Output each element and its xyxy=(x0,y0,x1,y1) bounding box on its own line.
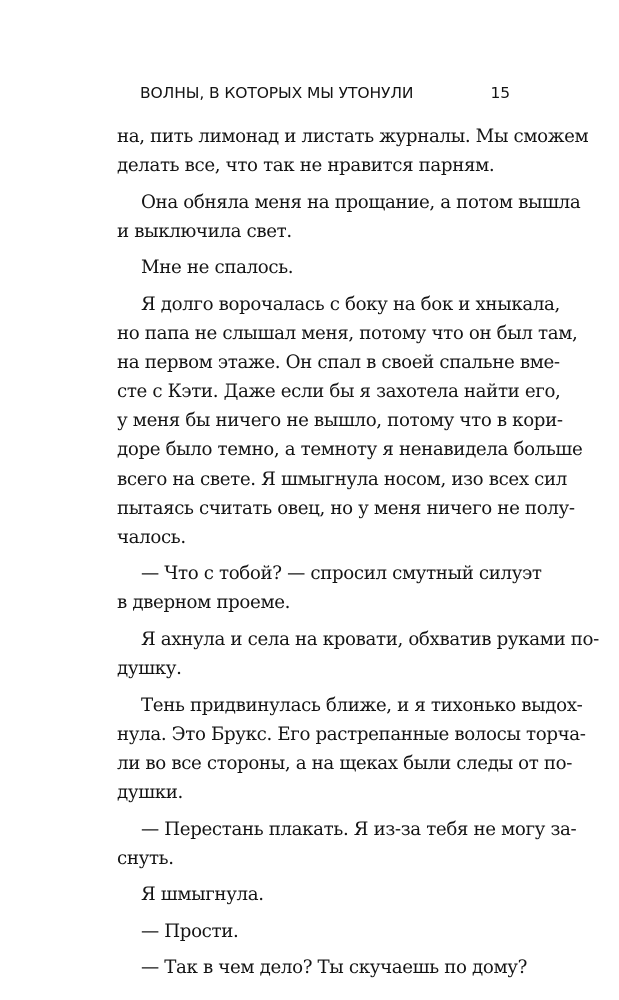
text-line: чалось. xyxy=(117,526,186,548)
paragraph xyxy=(117,188,581,246)
text-line: Тень придвинулась ближе, и я тихонько выдох- xyxy=(141,694,583,716)
paragraph xyxy=(117,559,542,617)
paragraph xyxy=(117,815,577,873)
paragraph xyxy=(117,290,583,552)
text-line: всего на свете. Я шмыгнула носом, изо всех сил xyxy=(117,468,567,490)
text-line: снуть. xyxy=(117,847,174,869)
text-line: но папа не слышал меня, потому что он был там, xyxy=(117,323,578,345)
text-line: и выключила свет. xyxy=(117,220,292,242)
text-line: на, пить лимонад и листать журналы. Мы сможем xyxy=(117,126,589,147)
text-line: на первом этаже. Он спал в своей спальне вме- xyxy=(117,352,560,374)
paragraph xyxy=(117,917,513,946)
paragraph xyxy=(117,122,589,180)
text-line: душку. xyxy=(117,658,182,680)
paragraph xyxy=(117,691,586,807)
text-line: Она обняла меня на прощание, а потом вышла xyxy=(141,191,581,213)
text-line: Я долго ворочалась с боку на бок и хныкала, xyxy=(141,293,560,315)
text-line: в дверном проеме. xyxy=(117,592,291,614)
text-line: — Что с тобой? — спросил смутный силуэт xyxy=(141,563,542,585)
text-line: ли во все стороны, а на щеках были следы от по- xyxy=(117,752,573,774)
body-text xyxy=(117,122,599,990)
text-line: — Так в чем дело? Ты скучаешь по дому? xyxy=(141,957,527,979)
paragraph xyxy=(117,880,513,909)
text-line: душки. xyxy=(117,781,183,803)
text-line: пытаясь считать овец, но у меня ничего не полу- xyxy=(117,497,575,519)
paragraph xyxy=(117,625,599,683)
text-line: Я ахнула и села на кровати, обхватив руками по- xyxy=(141,629,599,650)
text-line: Я шмыгнула. xyxy=(141,884,264,906)
paragraph xyxy=(117,953,527,982)
text-line: у меня бы ничего не вышло, потому что в кори- xyxy=(117,410,563,432)
text-line: — Перестань плакать. Я из-за тебя не могу за- xyxy=(141,818,577,840)
running-title: ВОЛНЫ, В КОТОРЫХ МЫ УТОНУЛИ xyxy=(140,84,414,102)
text-line: сте с Кэти. Даже если бы я захотела найти его, xyxy=(117,381,561,403)
text-line: доре было темно, а темноту я ненавидела больше xyxy=(117,439,583,461)
text-line: нула. Это Брукс. Его растрепанные волосы торча- xyxy=(117,723,586,745)
text-line: — Прости. xyxy=(141,920,239,942)
text-line: делать все, что так не нравится парням. xyxy=(117,155,495,177)
text-line: Мне не спалось. xyxy=(141,257,294,279)
running-head xyxy=(140,84,510,106)
page-number: 15 xyxy=(490,84,510,102)
paragraph xyxy=(117,253,513,282)
